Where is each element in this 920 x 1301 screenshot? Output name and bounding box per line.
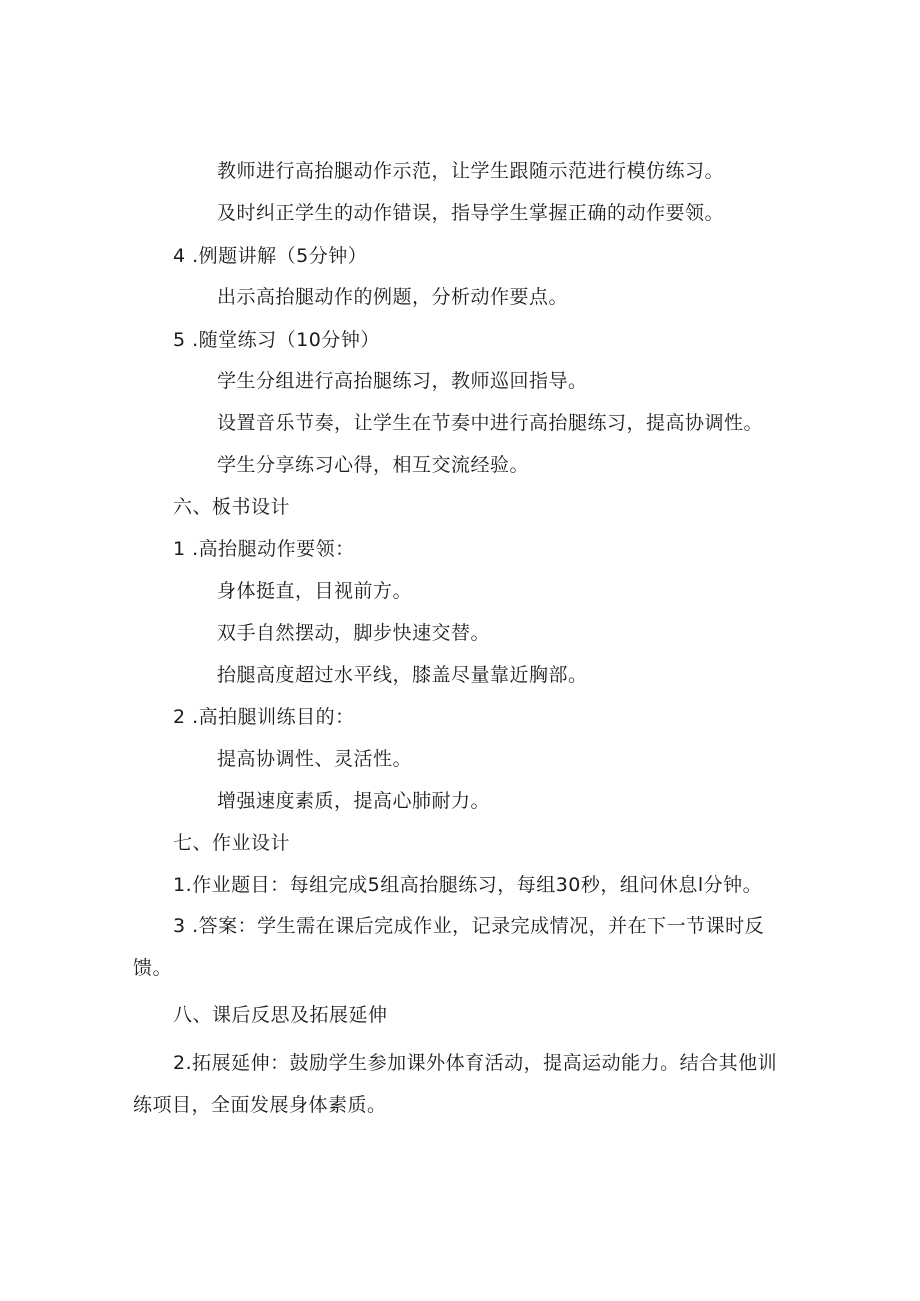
paragraph-answer: 3 .答案：学生需在课后完成作业，记录完成情况，并在下一节课时反 (173, 915, 765, 937)
section-heading-reflection: 八、课后反思及拓展延伸 (173, 1004, 388, 1026)
paragraph-leg-height: 抬腿高度超过水平线，膝盖尽量靠近胸部。 (217, 664, 588, 686)
paragraph-show-example: 出示高抬腿动作的例题，分析动作要点。 (217, 286, 569, 308)
paragraph-coordination: 提高协调性、灵活性。 (217, 748, 413, 770)
paragraph-group-practice: 学生分组进行高抬腿练习，教师巡回指导。 (217, 370, 588, 392)
paragraph-share-experience: 学生分享练习心得，相互交流经验。 (217, 454, 530, 476)
paragraph-answer-continued: 馈。 (133, 957, 173, 979)
paragraph-extension: 2.拓展延伸：鼓励学生参加课外体育活动，提高运动能力。结合其他训 (173, 1052, 778, 1074)
section-heading-blackboard: 六、板书设计 (173, 496, 291, 518)
paragraph-body-straight: 身体挺直，目视前方。 (217, 580, 413, 602)
paragraph-speed-endurance: 增强速度素质，提高心肺耐力。 (217, 790, 491, 812)
paragraph-teacher-demo: 教师进行高抬腿动作示范，让学生跟随示范进行模仿练习。 (217, 160, 725, 182)
paragraph-arm-swing: 双手自然摆动，脚步快速交替。 (217, 622, 491, 644)
section-heading-homework: 七、作业设计 (173, 832, 291, 854)
paragraph-homework-task: 1.作业题目：每组完成5组高抬腿练习，每组30秒，组问休息l分钟。 (173, 874, 763, 896)
paragraph-correct-errors: 及时纠正学生的动作错误，指导学生掌握正确的动作要领。 (217, 202, 725, 224)
heading-training-purpose: 2 .高拍腿训练目的： (173, 706, 355, 728)
heading-key-points: 1 .高抬腿动作要领： (173, 538, 355, 560)
paragraph-extension-continued: 练项目，全面发展身体素质。 (133, 1094, 387, 1116)
heading-class-practice: 5 .随堂练习（10分钟） (173, 329, 380, 351)
heading-example-explanation: 4 .例题讲解（5分钟） (173, 245, 368, 267)
paragraph-music-rhythm: 设置音乐节奏，让学生在节奏中进行高抬腿练习，提高协调性。 (217, 412, 764, 434)
